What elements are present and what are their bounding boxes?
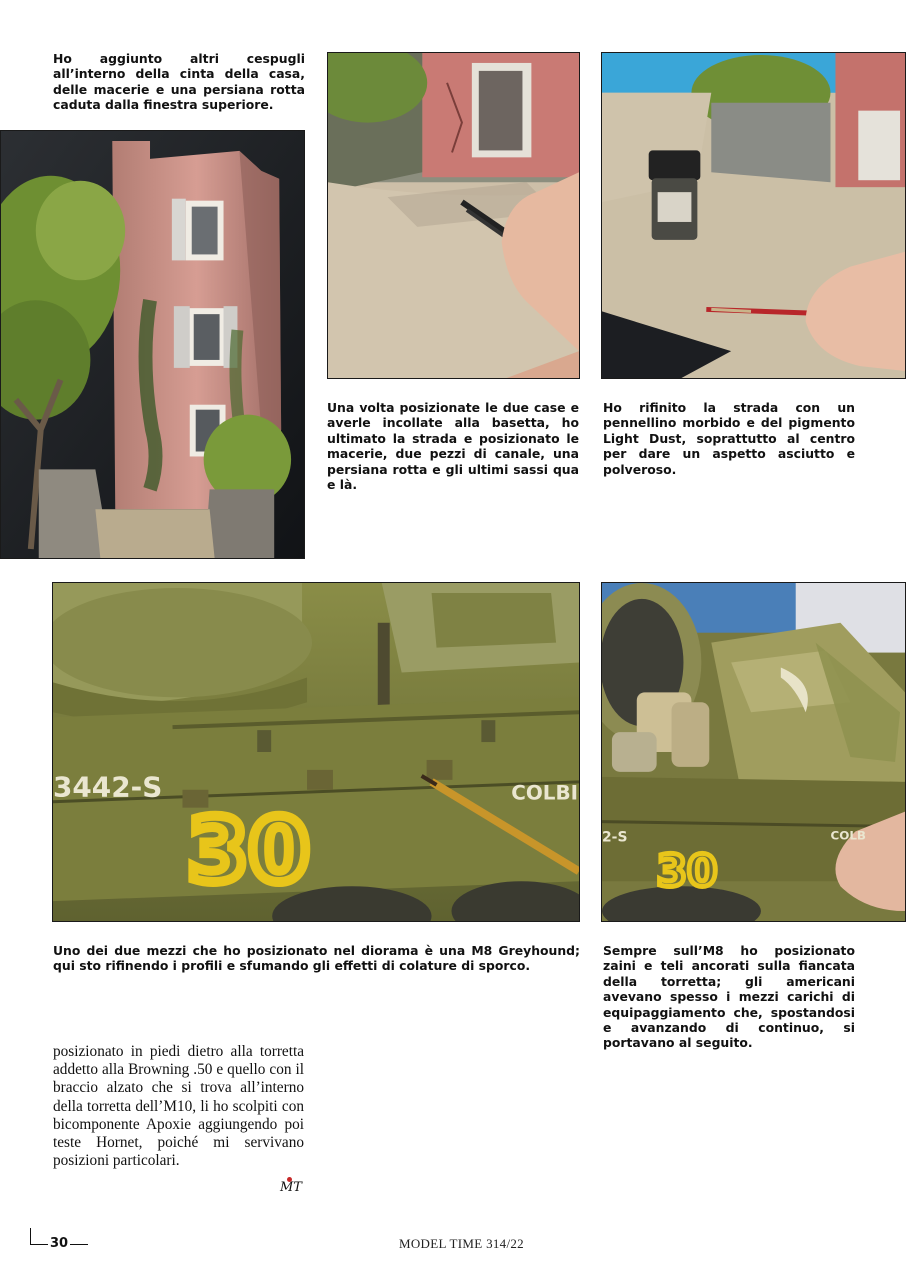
m8-side-image <box>53 583 579 921</box>
m8-packs-image <box>602 583 905 921</box>
photo-house-facade <box>0 130 305 559</box>
page-number: 30 <box>50 1236 69 1251</box>
signature-text: MT <box>280 1180 302 1195</box>
placing-shutter-image <box>328 53 579 378</box>
footer-bracket-bottom <box>30 1244 48 1245</box>
footer-bracket <box>30 1228 31 1244</box>
photo-pigment-brush <box>601 52 906 379</box>
caption-road-finished: Una volta posizionate le due case e averle incollate alla basetta, ho ultimato la strada e posizionato le macerie, due pezzi di canale, una persiana rotta e gli ultimi sassi qua e là. <box>327 400 579 493</box>
house-facade-image <box>1 131 304 558</box>
marking-number: 30 <box>187 800 310 903</box>
marking-name-small: COLB <box>830 828 867 843</box>
magazine-issue: MODEL TIME 314/22 <box>399 1236 524 1251</box>
marking-serial-small: 2-S <box>602 829 628 846</box>
caption-bushes: Ho aggiunto altri cespugli all’interno della cinta della casa, delle macerie e una persiana rotta caduta dalla finestra superiore. <box>53 51 305 113</box>
footer-rule <box>70 1244 88 1245</box>
pigment-brush-image <box>602 53 905 378</box>
article-body-text: posizionato in piedi dietro alla torretta addetto alla Browning .50 e quello con il braccio alzato che si trova all’interno della torretta dell’M10, li ho scolpiti con bicomponente Apoxie aggiungendo poi teste Hornet, poiché mi servivano posizioni particolari. <box>53 1043 304 1170</box>
photo-m8-side <box>52 582 580 922</box>
signature-mark <box>278 1176 308 1198</box>
caption-light-dust: Ho rifinito la strada con un pennellino morbido e del pigmento Light Dust, soprattutto al centro per dare un aspetto asciutto e polveroso. <box>603 400 855 477</box>
caption-m8-greyhound: Uno dei due mezzi che ho posizionato nel diorama è una M8 Greyhound; qui sto rifinendo i profili e sfumando gli effetti di colature di sporco. <box>53 943 580 974</box>
caption-m8-packs: Sempre sull’M8 ho posizionato zaini e teli ancorati sulla fiancata della torretta; gli americani avevano spesso i mezzi carichi di equipaggiamento che, spostandosi e avanzando di continuo, si portavano al seguito. <box>603 943 855 1051</box>
photo-m8-packs <box>601 582 906 922</box>
marking-name: COLBI <box>511 781 579 805</box>
marking-serial: 3442-S <box>53 770 163 804</box>
photo-placing-shutter <box>327 52 580 379</box>
marking-number-small: 30 <box>656 846 718 898</box>
